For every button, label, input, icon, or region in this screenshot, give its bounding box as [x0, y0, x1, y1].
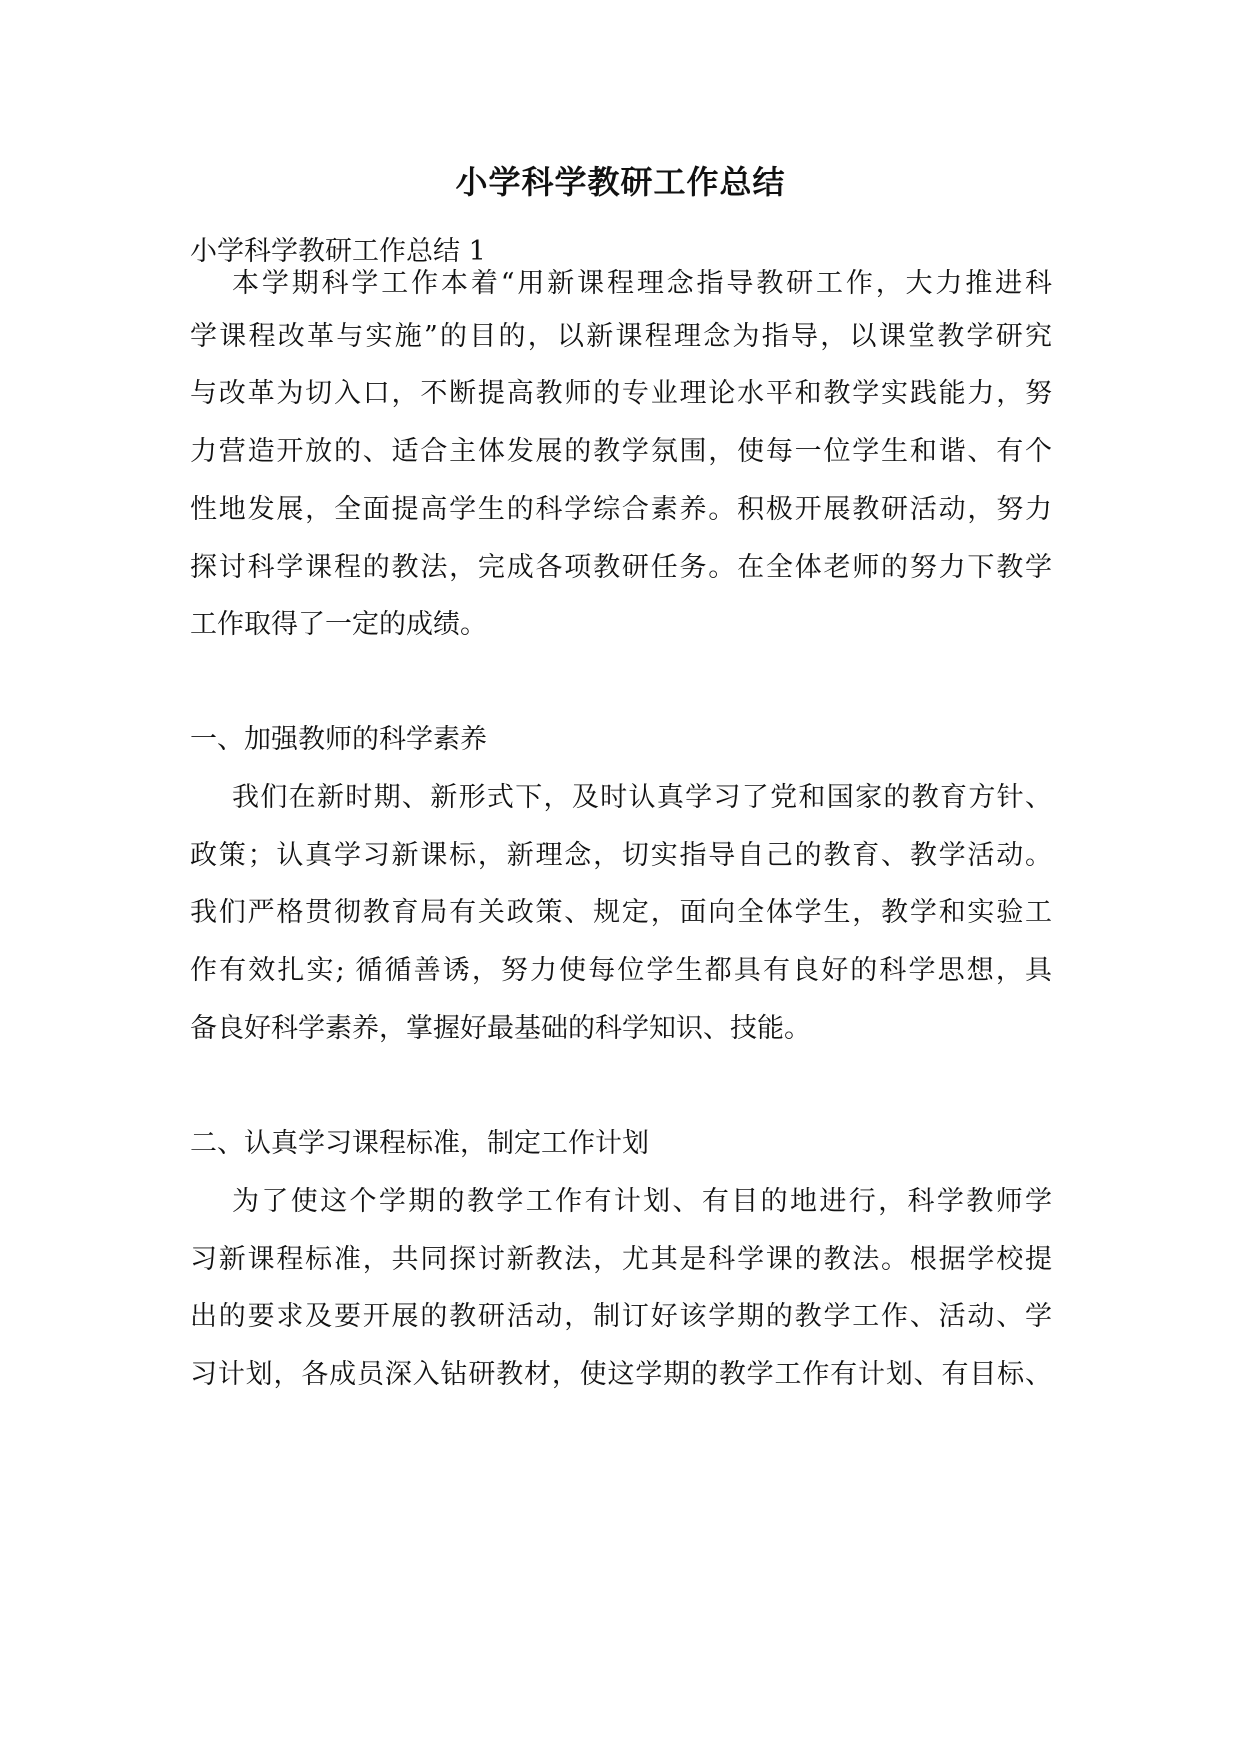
section-heading: 二、认真学习课程标准，制定工作计划: [190, 1128, 649, 1159]
paragraph-line: 我们在新时期、新形式下，及时认真学习了党和国家的教育方针、: [232, 782, 1052, 813]
section-heading: 一、加强教师的科学素养: [190, 724, 487, 755]
paragraph-line: 与改革为切入口，不断提高教师的专业理论水平和教学实践能力，努: [190, 378, 1052, 409]
paragraph-line: 力营造开放的、适合主体发展的教学氛围，使每一位学生和谐、有个: [190, 436, 1052, 467]
document-title: 小学科学教研工作总结: [455, 163, 786, 201]
document-subtitle: 小学科学教研工作总结 1: [190, 236, 486, 267]
paragraph-line: 作有效扎实; 循循善诱，努力使每位学生都具有良好的科学思想，具: [190, 955, 1052, 986]
paragraph-line: 性地发展，全面提高学生的科学综合素养。积极开展教研活动，努力: [190, 494, 1052, 525]
paragraph-line: 习计划，各成员深入钻研教材，使这学期的教学工作有计划、有目标、: [190, 1359, 1052, 1390]
paragraph-line: 学课程改革与实施”的目的，以新课程理念为指导，以课堂教学研究: [190, 321, 1052, 352]
paragraph-line: 政策；认真学习新课标，新理念，切实指导自己的教育、教学活动。: [190, 840, 1052, 871]
paragraph-line: 我们严格贯彻教育局有关政策、规定，面向全体学生，教学和实验工: [190, 897, 1052, 928]
paragraph-line: 为了使这个学期的教学工作有计划、有目的地进行，科学教师学: [232, 1186, 1052, 1217]
paragraph-line: 备良好科学素养，掌握好最基础的科学知识、技能。: [190, 1013, 811, 1044]
paragraph-line: 本学期科学工作本着“用新课程理念指导教研工作，大力推进科: [232, 268, 1052, 299]
paragraph-line: 工作取得了一定的成绩。: [190, 609, 487, 640]
paragraph-line: 习新课程标准，共同探讨新教法，尤其是科学课的教法。根据学校提: [190, 1244, 1052, 1275]
paragraph-line: 出的要求及要开展的教研活动，制订好该学期的教学工作、活动、学: [190, 1301, 1052, 1332]
paragraph-line: 探讨科学课程的教法，完成各项教研任务。在全体老师的努力下教学: [190, 552, 1052, 583]
